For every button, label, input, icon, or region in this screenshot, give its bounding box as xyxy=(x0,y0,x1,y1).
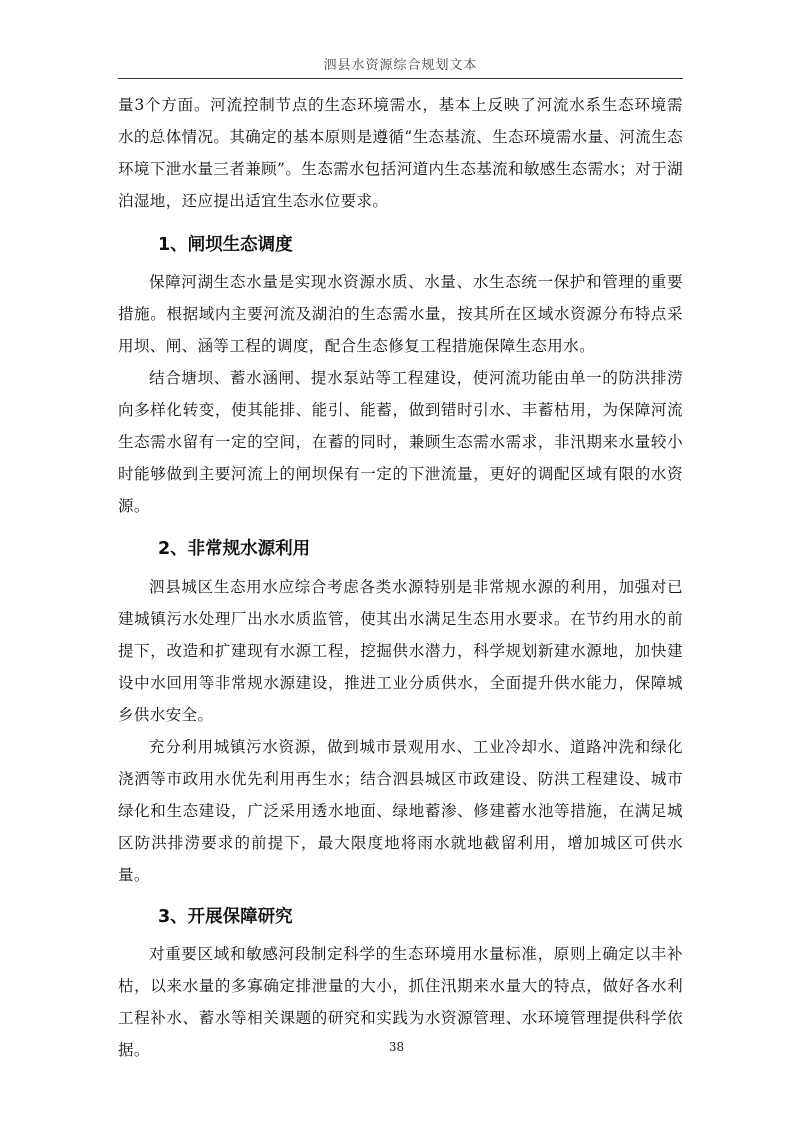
running-header: 泗县水资源综合规划文本 xyxy=(323,58,478,73)
intro-paragraph: 量3个方面。河流控制节点的生态环境需水，基本上反映了河流水系生态环境需水的总体情况。其确定的基本原则是遵循“生态基流、生态环境需水量、河流生态环境下泄水量三者兼顾”。生态需水包括河道内生态基流和敏感生态需水；对于湖泊湿地，还应提出适宜生态水位要求。 xyxy=(118,96,683,210)
section-2-paragraph-1: 泗县城区生态用水应综合考虑各类水源特别是非常规水源的利用，加强对已建城镇污水处理厂出水水质监管，使其出水满足生态用水要求。在节约用水的前提下，改造和扩建现有水源工程，挖掘供水潜力，科学规划新建水源地，加快建设中水回用等非常规水源建设，推进工业分质供水，全面提升供水能力，保障城乡供水安全。 xyxy=(118,578,683,724)
section-heading-2: 2、非常规水源利用 xyxy=(158,539,311,559)
page-number: 38 xyxy=(388,1040,405,1054)
header-divider xyxy=(118,78,683,79)
page-body xyxy=(118,89,683,1066)
section-heading-1: 1、闸坝生态调度 xyxy=(158,235,293,255)
section-1-paragraph-2: 结合塘坝、蓄水涵闸、提水泵站等工程建设，使河流功能由单一的防洪排涝向多样化转变，使其能排、能引、能蓄，做到错时引水、丰蓄枯用，为保障河流生态需水留有一定的空间，在蓄的同时，兼顾生态需水需求，非汛期来水量较小时能够做到主要河流上的闸坝保有一定的下泄流量，更好的调配区域有限的水资源。 xyxy=(118,369,683,515)
section-1-paragraph-1: 保障河湖生态水量是实现水资源水质、水量、水生态统一保护和管理的重要措施。根据域内主要河流及湖泊的生态需水量，按其所在区域水资源分布特点采用坝、闸、涵等工程的调度，配合生态修复工程措施保障生态用水。 xyxy=(118,273,683,355)
section-heading-3: 3、开展保障研究 xyxy=(158,907,293,927)
section-2-paragraph-2: 充分利用城镇污水资源，做到城市景观用水、工业冷却水、道路冲洗和绿化浇洒等市政用水优先利用再生水；结合泗县城区市政建设、防洪工程建设、城市绿化和生态建设，广泛采用透水地面、绿地蓄渗、修建蓄水池等措施，在满足城区防洪排涝要求的前提下，最大限度地将雨水就地截留利用，增加城区可供水量。 xyxy=(118,738,683,884)
section-3-paragraph-1: 对重要区域和敏感河段制定科学的生态环境用水量标准，原则上确定以丰补枯，以来水量的多寡确定排泄量的大小，抓住汛期来水量大的特点，做好各水利工程补水、蓄水等相关课题的研究和实践为水资源管理、水环境管理提供科学依据。 xyxy=(118,945,683,1059)
